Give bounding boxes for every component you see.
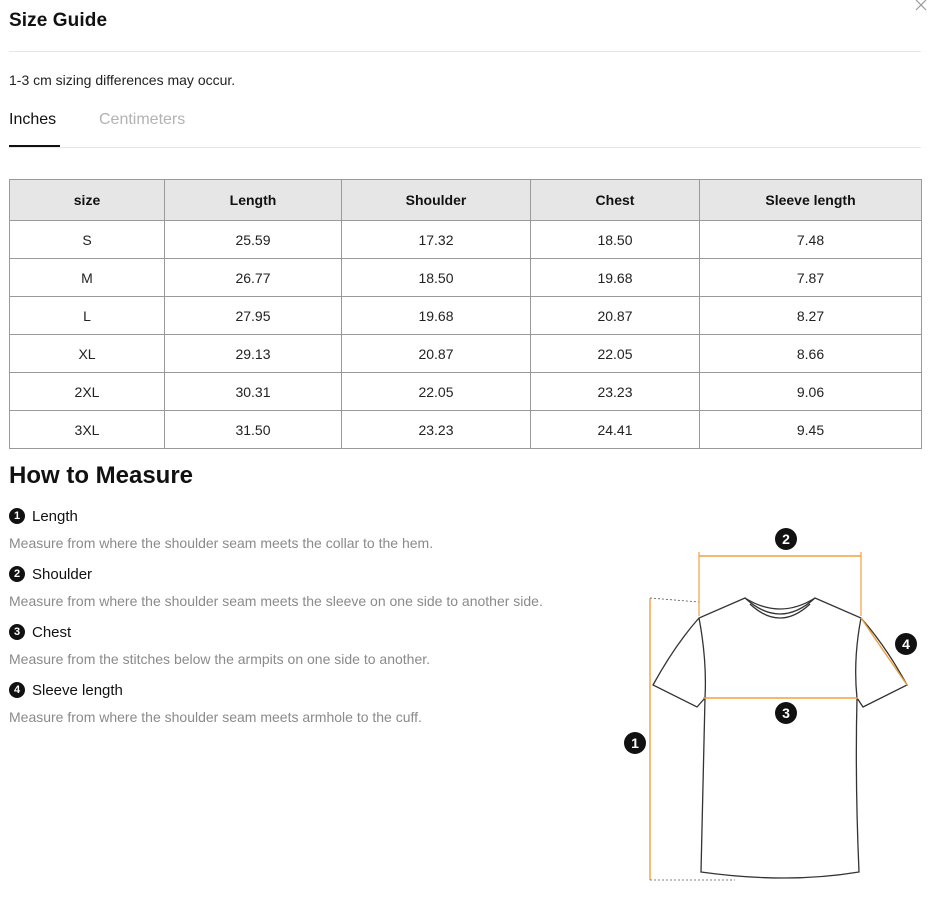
cell-sleeve-length: 7.48 [700, 221, 922, 259]
step-number-badge: 4 [9, 682, 25, 698]
cell-length: 26.77 [165, 259, 342, 297]
table-row [10, 297, 922, 335]
cell-size: M [10, 259, 165, 297]
step-number-badge: 2 [9, 566, 25, 582]
how-to-measure-heading: How to Measure [9, 462, 194, 489]
table-row [10, 335, 922, 373]
table-row [10, 373, 922, 411]
cell-length: 27.95 [165, 297, 342, 335]
cell-size: 2XL [10, 373, 165, 411]
cell-shoulder: 19.68 [342, 297, 531, 335]
cell-sleeve-length: 8.27 [700, 297, 922, 335]
header-chest: Chest [531, 180, 700, 221]
close-icon[interactable] [913, 0, 929, 13]
cell-sleeve-length: 9.06 [700, 373, 922, 411]
cell-chest: 22.05 [531, 335, 700, 373]
cell-sleeve-length: 8.66 [700, 335, 922, 373]
measure-step-sleeve-length [9, 680, 609, 725]
cell-shoulder: 18.50 [342, 259, 531, 297]
step-label: Shoulder [32, 565, 93, 583]
cell-chest: 20.87 [531, 297, 700, 335]
marker-sleeve-length [895, 633, 917, 655]
cell-chest: 23.23 [531, 373, 700, 411]
header-sleeve-length: Sleeve length [700, 180, 922, 221]
tshirt-collar [745, 598, 815, 618]
header-size: size [10, 180, 165, 221]
marker-length [624, 732, 646, 754]
step-description: Measure from where the shoulder seam meets armhole to the cuff. [9, 709, 422, 725]
cell-chest: 18.50 [531, 221, 700, 259]
step-number-badge: 1 [9, 508, 25, 524]
measure-step-shoulder [9, 564, 609, 609]
cell-size: L [10, 297, 165, 335]
tshirt-diagram [615, 520, 925, 895]
step-description: Measure from where the shoulder seam meets the collar to the hem. [9, 535, 434, 551]
cell-sleeve-length: 9.45 [700, 411, 922, 449]
svg-text:1: 1 [631, 735, 639, 751]
step-label: Sleeve length [32, 681, 123, 699]
marker-chest [775, 702, 797, 724]
marker-shoulder [775, 528, 797, 550]
tshirt-outline [653, 598, 907, 878]
header-shoulder: Shoulder [342, 180, 531, 221]
active-tab-indicator [9, 145, 60, 147]
table-row [10, 411, 922, 449]
header-length: Length [165, 180, 342, 221]
cell-sleeve-length: 7.87 [700, 259, 922, 297]
step-description: Measure from the stitches below the armpits on one side to another. [9, 651, 431, 667]
step-number-badge: 3 [9, 624, 25, 640]
cell-shoulder: 22.05 [342, 373, 531, 411]
step-label: Chest [32, 623, 72, 641]
measure-step-chest [9, 622, 609, 667]
cell-length: 29.13 [165, 335, 342, 373]
size-table [9, 179, 922, 449]
cell-length: 30.31 [165, 373, 342, 411]
cell-size: 3XL [10, 411, 165, 449]
table-row [10, 259, 922, 297]
table-row [10, 221, 922, 259]
svg-text:4: 4 [902, 636, 910, 652]
step-label: Length [32, 507, 78, 525]
svg-text:2: 2 [782, 531, 790, 547]
tab-inches[interactable]: Inches [9, 111, 57, 128]
header-divider [9, 51, 921, 52]
measure-step-length [9, 506, 609, 551]
cell-shoulder: 20.87 [342, 335, 531, 373]
step-description: Measure from where the shoulder seam meets the sleeve on one side to another side. [9, 593, 543, 609]
tab-centimeters[interactable]: Centimeters [99, 111, 186, 128]
table-header-row [10, 180, 922, 221]
cell-length: 25.59 [165, 221, 342, 259]
page-title: Size Guide [9, 10, 108, 31]
cell-shoulder: 23.23 [342, 411, 531, 449]
cell-chest: 24.41 [531, 411, 700, 449]
cell-chest: 19.68 [531, 259, 700, 297]
cell-size: S [10, 221, 165, 259]
cell-size: XL [10, 335, 165, 373]
svg-text:3: 3 [782, 705, 790, 721]
cell-length: 31.50 [165, 411, 342, 449]
cell-shoulder: 17.32 [342, 221, 531, 259]
sizing-notice: 1-3 cm sizing differences may occur. [9, 72, 236, 88]
tabs-divider [9, 147, 921, 148]
tshirt-sleeve-seam [699, 618, 861, 698]
